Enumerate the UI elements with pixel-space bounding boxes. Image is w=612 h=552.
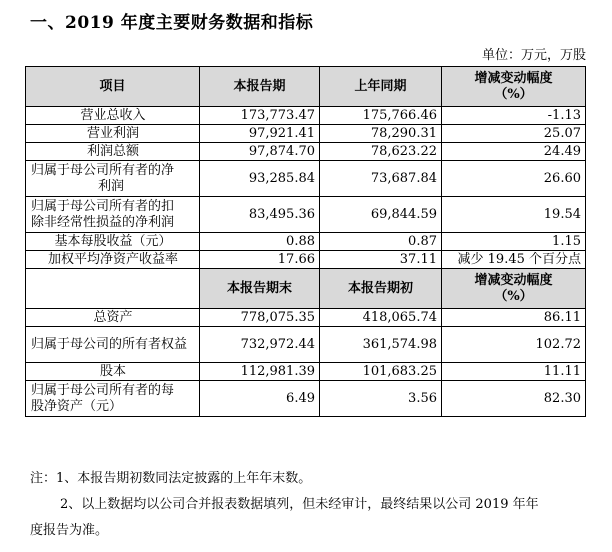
note-1: 注：1、本报告期初数同法定披露的上年年末数。 [30,471,312,486]
row-current: 732,972.44 [200,327,320,363]
row-prior: 73,687.84 [320,161,442,197]
row-prior: 101,683.25 [320,363,442,381]
table-row [26,125,586,143]
header-item: 项目 [26,67,200,107]
row-current: 17.66 [200,251,320,269]
table-row [26,327,586,363]
row-current: 112,981.39 [200,363,320,381]
row-label: 加权平均净资产收益率 [26,251,200,269]
row-label: 营业总收入 [26,107,200,125]
unit-label: 单位：万元，万股 [481,48,586,63]
row-prior: 0.87 [320,233,442,251]
row-change: 82.30 [442,381,586,417]
note-2-line1: 2、以上数据均以公司合并报表数据填列，但未经审计，最终结果以公司 2019 年年 [60,497,539,512]
row-current: 93,285.84 [200,161,320,197]
row-change: 24.49 [442,143,586,161]
row-label [26,161,200,197]
header2-change-line2: （%） [494,288,533,304]
row-label: 归属于母公司的所有者权益 [26,327,200,363]
header-period-end: 本报告期末 [200,269,320,309]
row-label: 总资产 [26,309,200,327]
table-row [26,197,586,233]
row-prior: 69,844.59 [320,197,442,233]
table-header-row-2 [26,269,586,309]
row-current: 6.49 [200,381,320,417]
row-current: 97,874.70 [200,143,320,161]
table-row [26,381,586,417]
row-change: 11.11 [442,363,586,381]
row-prior: 3.56 [320,381,442,417]
row-change: 86.11 [442,309,586,327]
table-row [26,363,586,381]
row-label [26,381,200,417]
header-period-start: 本报告期初 [320,269,442,309]
row-label-line1: 归属于母公司所有者的净 [31,162,175,178]
notes [30,466,590,544]
row-label-line2: 除非经常性损益的净利润 [31,214,175,230]
header-prior-period: 上年同期 [320,67,442,107]
row-prior: 78,290.31 [320,125,442,143]
page-title: 一、2019 年度主要财务数据和指标 [30,13,314,33]
header-change-line2: （%） [494,86,533,102]
row-label [26,197,200,233]
row-change: 减少 19.45 个百分点 [442,251,586,269]
note-2-line2: 度报告为准。 [30,523,109,538]
header2-change [442,269,586,309]
table-row [26,143,586,161]
header-change-line1: 增减变动幅度 [474,70,553,86]
row-prior: 361,574.98 [320,327,442,363]
row-label-line1: 归属于母公司所有者的扣 [31,198,175,214]
row-current: 0.88 [200,233,320,251]
row-label: 利润总额 [26,143,200,161]
table-row [26,233,586,251]
row-prior: 175,766.46 [320,107,442,125]
row-label: 股本 [26,363,200,381]
row-label-line2: 股净资产（元） [31,398,123,414]
row-change: 26.60 [442,161,586,197]
row-label: 基本每股收益（元） [26,233,200,251]
financial-data-table [25,66,586,417]
table-row [26,161,586,197]
table-header-row [26,67,586,107]
row-prior: 78,623.22 [320,143,442,161]
table-row [26,309,586,327]
header2-blank [26,269,200,309]
row-label-line2: 利润 [98,178,125,194]
row-label: 营业利润 [26,125,200,143]
row-change: 102.72 [442,327,586,363]
header-current-period: 本报告期 [200,67,320,107]
table-row [26,251,586,269]
row-change: -1.13 [442,107,586,125]
row-current: 83,495.36 [200,197,320,233]
header-change [442,67,586,107]
row-prior: 37.11 [320,251,442,269]
header2-change-line1: 增减变动幅度 [474,272,553,288]
row-change: 1.15 [442,233,586,251]
row-change: 25.07 [442,125,586,143]
row-current: 97,921.41 [200,125,320,143]
row-prior: 418,065.74 [320,309,442,327]
row-label-line1: 归属于母公司所有者的每 [31,382,175,398]
table-row [26,107,586,125]
row-change: 19.54 [442,197,586,233]
row-current: 173,773.47 [200,107,320,125]
row-current: 778,075.35 [200,309,320,327]
